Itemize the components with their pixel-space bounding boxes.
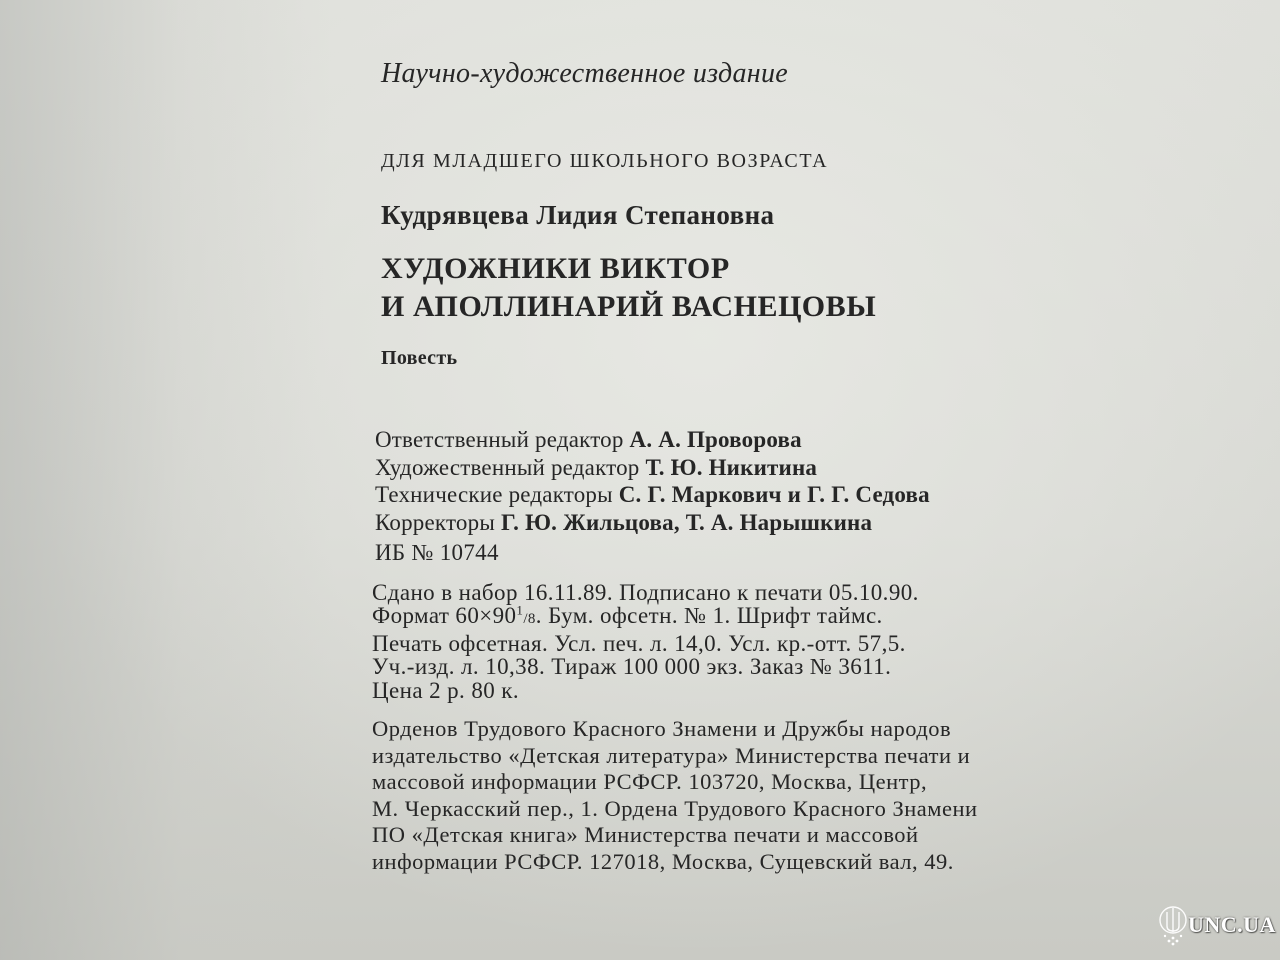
credit-role: Ответственный редактор <box>375 427 624 452</box>
format-prefix: Формат 60×90 <box>372 603 517 629</box>
imprint-line: Печать офсетная. Усл. печ. л. 14,0. Усл. кр.-отт. 57,5. <box>372 630 906 656</box>
publisher-line: информации РСФСР. 127018, Москва, Сущевский вал, 49. <box>372 848 954 874</box>
publisher-block <box>372 716 978 876</box>
format-sup: 1 <box>516 602 524 618</box>
imprint-block <box>372 581 919 702</box>
watermark <box>1158 898 1276 950</box>
credit-role: Художественный редактор <box>375 454 640 480</box>
credit-names: Г. Ю. Жильцова, Т. А. Нарышкина <box>500 509 873 535</box>
genre: Повесть <box>381 347 458 369</box>
imprint-line: Уч.-изд. л. 10,38. Тираж 100 000 экз. Заказ № 3611. <box>372 654 892 680</box>
publisher-line: массовой информации РСФСР. 103720, Москва, Центр, <box>372 769 928 795</box>
credit-line <box>375 509 930 537</box>
publisher-line: издательство «Детская литература» Министерства печати и <box>372 742 971 768</box>
credit-role: Корректоры <box>375 509 495 535</box>
publisher-line: Орденов Трудового Красного Знамени и Дружбы народов <box>372 716 952 741</box>
imprint-line <box>372 604 919 631</box>
author-name: Кудрявцева Лидия Степановна <box>381 200 775 230</box>
age-group: ДЛЯ МЛАДШЕГО ШКОЛЬНОГО ВОЗРАСТА <box>381 150 829 172</box>
credit-line <box>375 426 930 454</box>
credits-block <box>375 426 930 536</box>
ib-number: ИБ № 10744 <box>375 540 499 565</box>
credit-names: С. Г. Маркович и Г. Г. Седова <box>618 482 930 507</box>
format-sub: /8 <box>523 611 536 628</box>
book-title-line: И АПОЛЛИНАРИЙ ВАСНЕЦОВЫ <box>381 290 877 323</box>
publisher-line: ПО «Детская книга» Министерства печати и массовой <box>372 822 919 848</box>
imprint-line: Цена 2 р. 80 к. <box>372 677 520 703</box>
edition-type: Научно-художественное издание <box>381 58 789 89</box>
credit-role: Технические редакторы <box>375 482 613 507</box>
credit-names: Т. Ю. Никитина <box>645 454 818 480</box>
book-title <box>381 250 876 326</box>
credit-names: А. А. Проворова <box>629 427 802 452</box>
format-suffix: . Бум. офсетн. № 1. Шрифт таймс. <box>535 603 883 629</box>
credit-line <box>375 454 930 482</box>
imprint-line: Сдано в набор 16.11.89. Подписано к печати 05.10.90. <box>372 580 919 605</box>
publisher-line: М. Черкасский пер., 1. Ордена Трудового Красного Знамени <box>372 795 978 821</box>
credit-line <box>375 481 930 509</box>
watermark-text: UNC.UA <box>1188 912 1276 937</box>
book-title-line: ХУДОЖНИКИ ВИКТОР <box>381 252 730 285</box>
page-gutter-shadow <box>0 0 330 960</box>
trident-icon <box>1158 898 1188 950</box>
